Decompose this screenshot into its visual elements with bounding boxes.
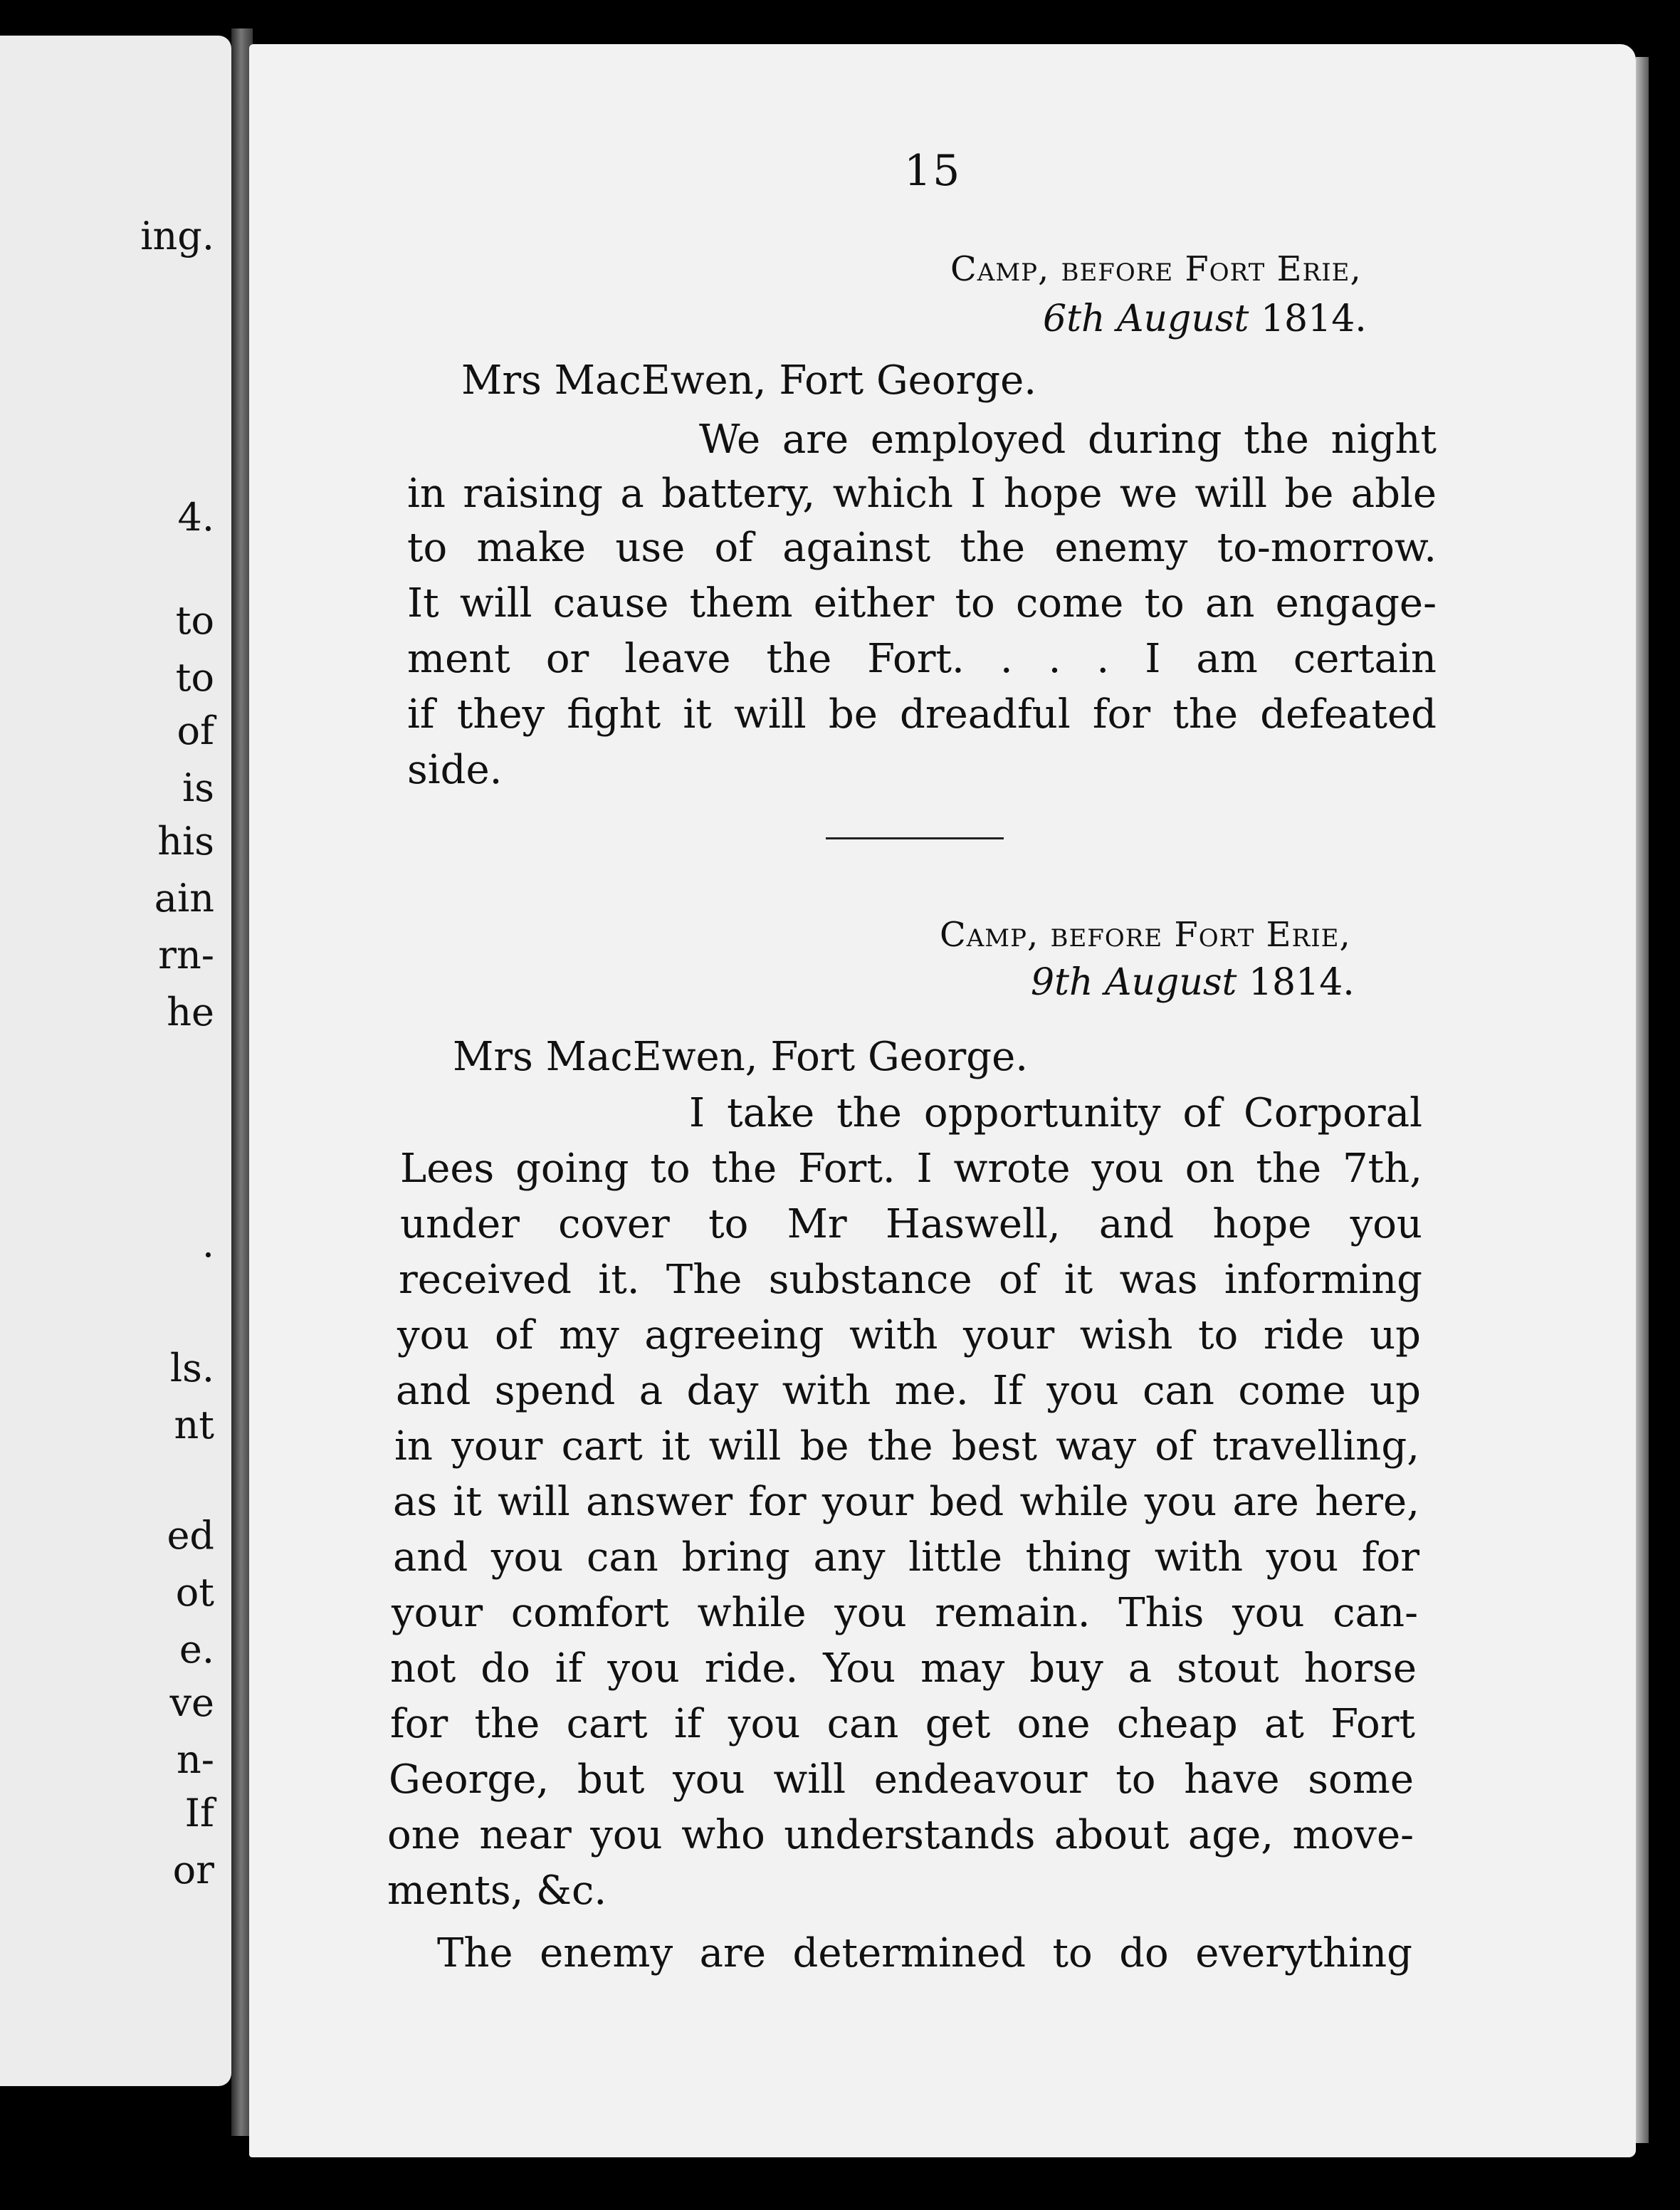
left-page — [0, 36, 231, 2086]
letter-1-line-3: to make use of against the enemy to-morrow. — [407, 525, 1437, 571]
left-page-fragment: . — [201, 1221, 214, 1266]
left-page-fragment: ls. — [169, 1346, 214, 1391]
letter-2-date — [1031, 961, 1355, 1004]
left-page-fragment: e. — [179, 1627, 214, 1672]
letter-1-salutation-text: Mrs MacEwen, Fort George. — [461, 357, 1037, 404]
letter-2-date-year: 1814. — [1248, 961, 1355, 1004]
page-number: 15 — [904, 146, 962, 196]
letter-2-line-16: The enemy are determined to do everything — [437, 1930, 1412, 1976]
left-page-fragment: ve — [169, 1680, 214, 1725]
letter-1-date — [1043, 298, 1367, 340]
letter-1-date-year: 1814. — [1260, 298, 1367, 340]
page-edge — [1636, 57, 1649, 2143]
left-page-fragment: ing. — [140, 214, 214, 258]
letter-2-line-5: you of my agreeing with your wish to ride up — [397, 1312, 1421, 1358]
letter-2-salutation-text: Mrs MacEwen, Fort George. — [453, 1034, 1029, 1080]
letter-1-heading: Camp, before Fort Erie, — [950, 249, 1362, 289]
letter-2-salutation — [453, 1034, 1028, 1080]
left-page-fragment: he — [167, 990, 214, 1035]
left-page-fragment: 4. — [177, 495, 214, 540]
letter-1-line-1: We are employed during the night — [699, 417, 1437, 463]
letter-2-line-1: I take the opportunity of Corporal — [689, 1090, 1422, 1136]
letter-2-line-14: one near you who understands about age, move- — [387, 1812, 1414, 1858]
left-page-fragment: ot — [175, 1570, 214, 1615]
left-page-fragment: his — [157, 819, 214, 864]
left-page-fragment: ed — [167, 1513, 214, 1558]
left-page-fragment: to — [175, 598, 214, 643]
letter-2-line-8: as it will answer for your bed while you are here, — [393, 1479, 1419, 1525]
section-divider — [826, 837, 1004, 839]
letter-2-line-15: ments, &c. — [387, 1868, 607, 1914]
letter-2-line-2: Lees going to the Fort. I wrote you on the 7th, — [400, 1146, 1422, 1192]
letter-2-line-7: in your cart it will be the best way of travelling, — [394, 1423, 1419, 1470]
letter-2-line-6: and spend a day with me. If you can come up — [396, 1368, 1421, 1414]
letter-1-line-2: in raising a battery, which I hope we will be able — [407, 471, 1437, 517]
letter-2-date-day: 9th August — [1031, 961, 1237, 1004]
letter-2-line-10: your comfort while you remain. This you can- — [392, 1590, 1418, 1636]
letter-2-line-3: under cover to Mr Haswell, and hope you — [400, 1201, 1422, 1247]
letter-2-line-9: and you can bring any little thing with you for — [393, 1534, 1419, 1581]
letter-2-line-4: received it. The substance of it was informing — [399, 1257, 1422, 1303]
left-page-fragment: rn- — [158, 933, 214, 978]
left-page-fragment: of — [177, 708, 214, 753]
letter-1-date-day: 6th August — [1043, 298, 1249, 340]
left-page-fragment: is — [182, 765, 214, 810]
letter-1-line-7: side. — [407, 747, 503, 793]
left-page-fragment: or — [172, 1848, 214, 1892]
left-page-fragment: to — [175, 655, 214, 700]
left-page-fragment: nt — [174, 1403, 214, 1447]
letter-1-line-5: ment or leave the Fort. . . . I am certain — [407, 636, 1437, 682]
letter-2-line-13: George, but you will endeavour to have some — [389, 1756, 1414, 1803]
letter-2-line-12: for the cart if you can get one cheap at Fort — [390, 1701, 1415, 1747]
letter-2-heading: Camp, before Fort Erie, — [940, 915, 1351, 955]
letter-1-line-4: It will cause them either to come to an engage- — [407, 580, 1437, 627]
left-page-fragment: ain — [154, 876, 214, 921]
left-page-fragment: n- — [176, 1737, 214, 1782]
letter-2-line-11: not do if you ride. You may buy a stout horse — [390, 1645, 1417, 1692]
left-page-fragment: If — [184, 1791, 214, 1835]
letter-1-salutation — [461, 357, 1036, 404]
letter-1-line-6: if they fight it will be dreadful for the defeated — [407, 691, 1437, 738]
